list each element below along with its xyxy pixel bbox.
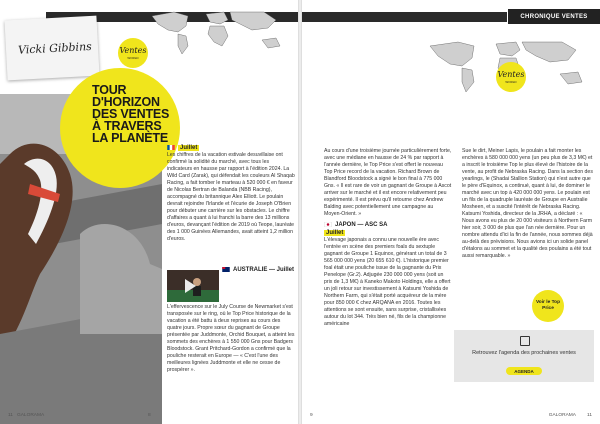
section-heading-france xyxy=(167,145,295,152)
left-text-column-3 xyxy=(167,304,295,374)
page-number: 8 xyxy=(148,413,151,418)
right-page xyxy=(302,0,600,424)
right-text-column-2 xyxy=(462,148,594,260)
section-tab xyxy=(508,9,600,24)
left-text-column xyxy=(167,144,295,243)
flag-france-icon xyxy=(167,145,175,150)
voir-top-price-button[interactable] xyxy=(532,290,564,322)
title-line: D'HORIZON xyxy=(92,95,160,109)
month-label: Juillet xyxy=(180,145,198,152)
ventes-badge xyxy=(118,38,148,68)
section-heading-japan xyxy=(324,222,452,229)
title-line: À TRAVERS xyxy=(92,119,162,133)
agenda-button-label: AGENDA xyxy=(514,368,534,374)
section-heading-australia xyxy=(222,267,296,274)
title-line: LA PLANÈTE xyxy=(92,131,169,145)
right-text-column-1 xyxy=(324,148,452,328)
author-name: Vicki Gibbins xyxy=(17,39,93,57)
right-footer xyxy=(310,413,592,418)
page-number: 11 xyxy=(587,413,592,418)
month-heading xyxy=(324,230,452,237)
world-map-icon xyxy=(144,6,294,58)
author-sticky-note xyxy=(4,16,99,81)
section-title: CHRONIQUE VENTES xyxy=(520,13,588,20)
badge-script: Ventes xyxy=(119,45,147,55)
badge-small: WORLD xyxy=(127,55,139,60)
paragraph: Sue le dirt, Meiner Lapis, le poulain a fait monter les enchères à 580 000 000 yens (un peu plus de 3,3 M€) et a inscrit le troisième Top le plus élevé de l'histoire de la vente, au profit de Nebraska Racing. Dans la section des yearlings, le (Shadai Stallion Station) qui n'est autre que le père d'Equinox, a continué, quant à lui, de dominer le marché avec un top à 420 000 000 yens. Le poulain est un fils de la quadruple lauréate de Groupe en Australie Mosheen, et a suscité l'intérêt de Nebraska Racing. Katsumi Yoshida, directeur de la JRHA, a déclaré : « Nous avons eu plus de 20 000 visiteurs à Northern Farm hier soir, 3 000 de plus que l'an née dernière. Pour un nombre attendu d'ici la fin de l'année, nous sommes déjà au-delà des prévisions. Nous avions ici un solide panel d'étalons au sommet et la qualité des poulains a été tout aussi remarquable. » xyxy=(462,148,593,259)
flag-australia-icon xyxy=(222,267,230,272)
title-line: TOUR xyxy=(92,83,127,97)
badge-script: Ventes xyxy=(497,69,525,79)
magazine-name: GALORAMA xyxy=(548,413,576,418)
region-label: AUSTRALIE — Juillet xyxy=(233,267,295,274)
ventes-badge xyxy=(496,62,526,92)
page-number: 9 xyxy=(310,413,313,418)
paragraph: L'effervescence sur le July Course de Newmarket s'est transposée sur le ring, où le Top Price historique de la vacation a été battu à deux reprises au cours des quatre jours. Propre sœur du gagnant de Groupe présentée par Juddmonte, Orchid Bouquet, a atteint les sommets des enchères à 1 550 000 Gns pour Badgers Bloodstock. Grant Pritchard-Gordon a confirmé que la pouliche resterait en Europe — « C'est l'une des meilleures lignées Juddmonte et elle ne cesse de prospérer ». xyxy=(167,304,295,373)
title-line: DES VENTES xyxy=(92,107,170,121)
region-label: JAPON — ASC SA xyxy=(335,222,388,229)
video-thumbnail[interactable] xyxy=(167,270,219,302)
agenda-box xyxy=(454,330,594,382)
left-page xyxy=(0,0,298,424)
agenda-text: Retrouvez l'agenda des prochaines ventes xyxy=(472,350,576,356)
left-text-column-2 xyxy=(222,266,296,274)
top-bar xyxy=(302,12,507,22)
play-icon[interactable] xyxy=(185,279,196,293)
magazine-name: GALORAMA xyxy=(16,413,45,418)
month-label: Juillet xyxy=(326,230,344,237)
left-footer xyxy=(8,413,290,418)
agenda-button[interactable] xyxy=(506,367,542,375)
paragraph: Les chiffres de la vacation estivale desuvillaise ont confirmé la solidité du marché, avec tous les indicateurs en hausse par rapport à l'édition 2024. La Wild Card (Zarak), qui défendait les couleurs Al Shaqab Racing, a fait tomber le marteau à 520 000 € en faveur de Nicolas Bertran de Balanda (NBB Racing), accompagné du britannique Alex Elliott. Le poulain devrait rejoindre l'Irlande et l'écurie de Joseph O'Brien pour débuter une carrière sur les obstacles. Le chiffre d'affaires a quant à lui franchi la barre des 13 millions d'euros, devançant l'édition de 2019 où Teope, lauréate des 1 000 Guinées Allemandes, avait atteint 1,2 million d'euros. xyxy=(167,152,295,243)
page-number: 11 xyxy=(8,413,13,418)
calendar-icon xyxy=(520,336,530,346)
voir-label: Voir le Top Price xyxy=(535,300,561,311)
paragraph: Au cours d'une troisième journée particulièrement forte, avec une médiane en hausse de 24 % par rapport à l'année dernière, le Top Price s'est offert le nouveau Top Price record de la vacation. Richard Brown de Blandford Bloodstock a signé le bon final à 775 000 Gns. « Il est rare de voir un gagnant de Groupe à Ascot arriver sur le marché et il est encore relativement peu expérimenté. Il est prévu qu'il retourne chez Andrew Balding avec potentiellement une campagne au Moyen-Orient. » xyxy=(324,148,452,217)
article-title xyxy=(92,84,182,144)
badge-small: WORLD xyxy=(505,79,517,84)
flag-japan-icon xyxy=(324,222,332,227)
paragraph: L'élevage japonais a connu une nouvelle ère avec l'entrée en scène des premiers foals du sextuple gagnant de Groupe 1 Equinox, générant un total de 3 565 000 000 yens (20 655 610 €). L'historique premier foal était une pouliche issue de la gagnante du Prix Penelope (Gr.2). Adjugée 230 000 000 yens (soit un prix de 1,3 M€) à Kaneko Makoto Holdings, elle a offert un joli retour sur investissement à Katsumi Yoshida de Northern Farm, qui s'était porté acquéreur de la mère pour 850 000 € chez ARQANA en 2016. Toutes les attentions se sont ensuite, sans surprise, cristallisées autour du lot 344. Très bien né, fils de la championne américaine xyxy=(324,237,451,328)
